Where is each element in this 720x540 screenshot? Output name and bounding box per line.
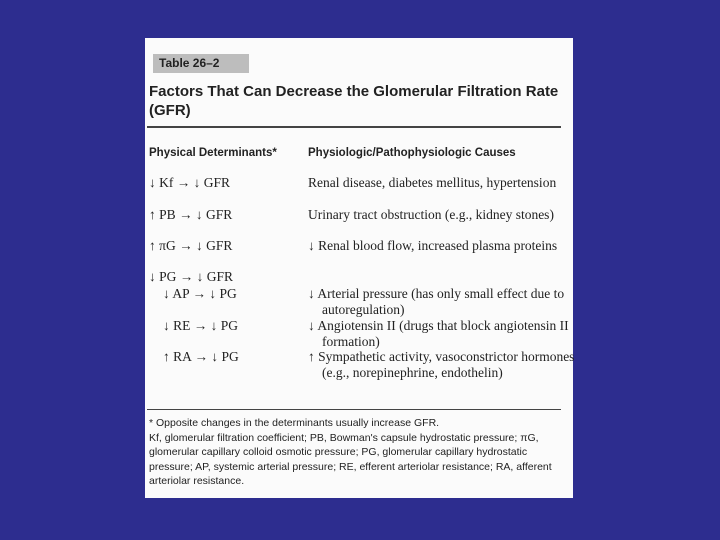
determinant-pb: ↑ PB → ↓ GFR <box>149 207 233 222</box>
cause-ra: ↑ Sympathetic activity, vasoconstrictor hormones (e.g., norepinephrine, endothelin) <box>308 349 575 380</box>
footnote-abbreviations: Kf, glomerular filtration coefficient; PB, Bowman's capsule hydrostatic pressure; πG, glomerular capillary colloid osmotic pressure; PG, glomerular capillary hydrostatic pressure; AP, systemic arterial pressure; RE, efferent arteriolar resistance; RA, afferent arteriolar resistance. <box>149 431 552 487</box>
determinant-re: ↓ RE → ↓ PG <box>163 318 239 333</box>
cause-kf: Renal disease, diabetes mellitus, hypertension <box>308 175 557 190</box>
column-header-determinants: Physical Determinants* <box>149 147 277 159</box>
determinant-pig: ↑ πG → ↓ GFR <box>149 238 233 253</box>
scanned-table-image <box>145 38 573 498</box>
determinant-kf: ↓ Kf → ↓ GFR <box>149 175 231 190</box>
cause-pb: Urinary tract obstruction (e.g., kidney stones) <box>308 207 554 222</box>
column-header-causes: Physiologic/Pathophysiologic Causes <box>308 147 516 159</box>
determinant-ra: ↑ RA → ↓ PG <box>163 349 239 364</box>
footnote-rule <box>147 409 561 410</box>
footnote-opposite-changes: * Opposite changes in the determinants usually increase GFR. <box>149 417 440 429</box>
cause-ap: ↓ Arterial pressure (has only small effect due to autoregulation) <box>308 286 565 317</box>
table-title: Factors That Can Decrease the Glomerular Filtration Rate (GFR) <box>149 83 559 119</box>
top-rule <box>147 126 561 128</box>
determinant-ap: ↓ AP → ↓ PG <box>163 286 237 301</box>
cause-pig: ↓ Renal blood flow, increased plasma proteins <box>308 238 558 253</box>
table-number-label: Table 26–2 <box>153 54 249 73</box>
table-footnotes <box>149 416 565 489</box>
cause-re: ↓ Angiotensin II (drugs that block angiotensin II formation) <box>308 318 569 349</box>
determinant-pg: ↓ PG → ↓ GFR <box>149 269 234 284</box>
